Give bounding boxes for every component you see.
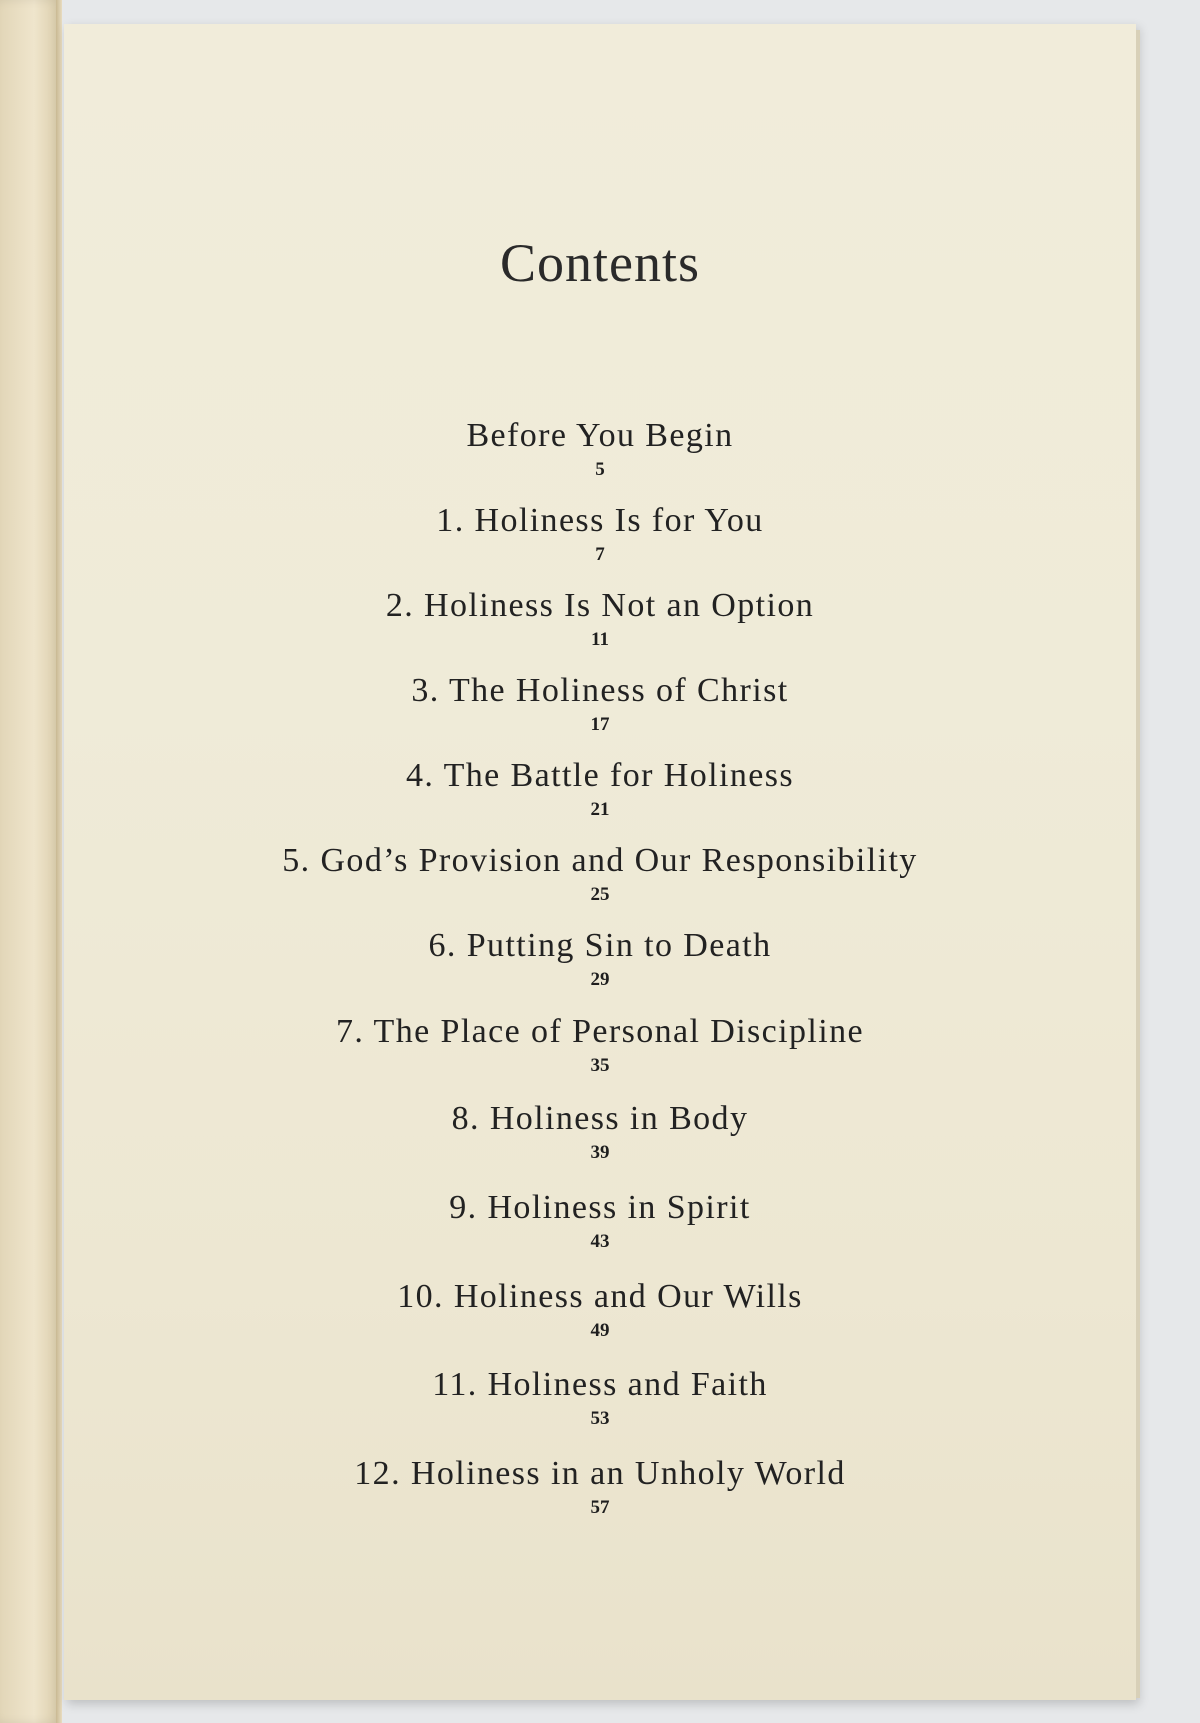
toc-entry xyxy=(64,926,1136,991)
toc-entry xyxy=(64,416,1136,481)
toc-entry-title: 12. Holiness in an Unholy World xyxy=(354,1455,846,1492)
toc-entry xyxy=(64,671,1136,736)
toc-entry xyxy=(64,1365,1136,1430)
toc-entry-page: 29 xyxy=(590,969,610,990)
toc-entry-page: 17 xyxy=(590,714,610,735)
toc-entry xyxy=(64,586,1136,651)
toc-entry-title: 8. Holiness in Body xyxy=(451,1100,749,1137)
toc-entry-title: 4. The Battle for Holiness xyxy=(406,757,794,794)
right-page-edge xyxy=(1136,30,1140,1698)
toc-entry-title: 7. The Place of Personal Discipline xyxy=(335,1013,865,1050)
toc-entry-title: 2. Holiness Is Not an Option xyxy=(385,587,815,624)
toc-entry-title: 10. Holiness and Our Wills xyxy=(397,1278,803,1315)
toc-entry-title: Before You Begin xyxy=(466,417,734,454)
toc-entry-page: 49 xyxy=(590,1320,610,1341)
toc-entry-title: 6. Putting Sin to Death xyxy=(428,927,772,964)
toc-entry-title: 9. Holiness in Spirit xyxy=(449,1189,751,1226)
toc-entry-page: 53 xyxy=(590,1408,610,1429)
toc-entry-page: 39 xyxy=(590,1142,610,1163)
toc-entry-page: 57 xyxy=(590,1497,610,1518)
page-title: Contents xyxy=(499,233,700,293)
toc-entry-title: 1. Holiness Is for You xyxy=(436,502,764,539)
toc-entry xyxy=(64,1454,1136,1519)
toc-entry-page: 35 xyxy=(590,1055,610,1076)
toc-entry-page: 7 xyxy=(595,544,605,565)
toc-entry-page: 25 xyxy=(590,884,610,905)
toc-entry xyxy=(64,1188,1136,1253)
toc-entry xyxy=(64,1012,1136,1077)
contents-page xyxy=(64,24,1136,1700)
toc-entry-title: 5. God’s Provision and Our Responsibility xyxy=(282,842,918,879)
left-page xyxy=(0,0,62,1723)
toc-entry xyxy=(64,1277,1136,1342)
toc-entry-page: 43 xyxy=(590,1231,610,1252)
toc-entry xyxy=(64,756,1136,821)
toc-entry-page: 5 xyxy=(595,459,605,480)
toc-entry xyxy=(64,501,1136,566)
toc-entry-title: 11. Holiness and Faith xyxy=(432,1366,768,1403)
toc-entry-page: 11 xyxy=(591,629,609,650)
toc-entry-title: 3. The Holiness of Christ xyxy=(411,672,789,709)
left-page-edge xyxy=(56,0,62,1723)
toc-entry xyxy=(64,841,1136,906)
toc-entry xyxy=(64,1099,1136,1164)
toc-entry-page: 21 xyxy=(590,799,610,820)
